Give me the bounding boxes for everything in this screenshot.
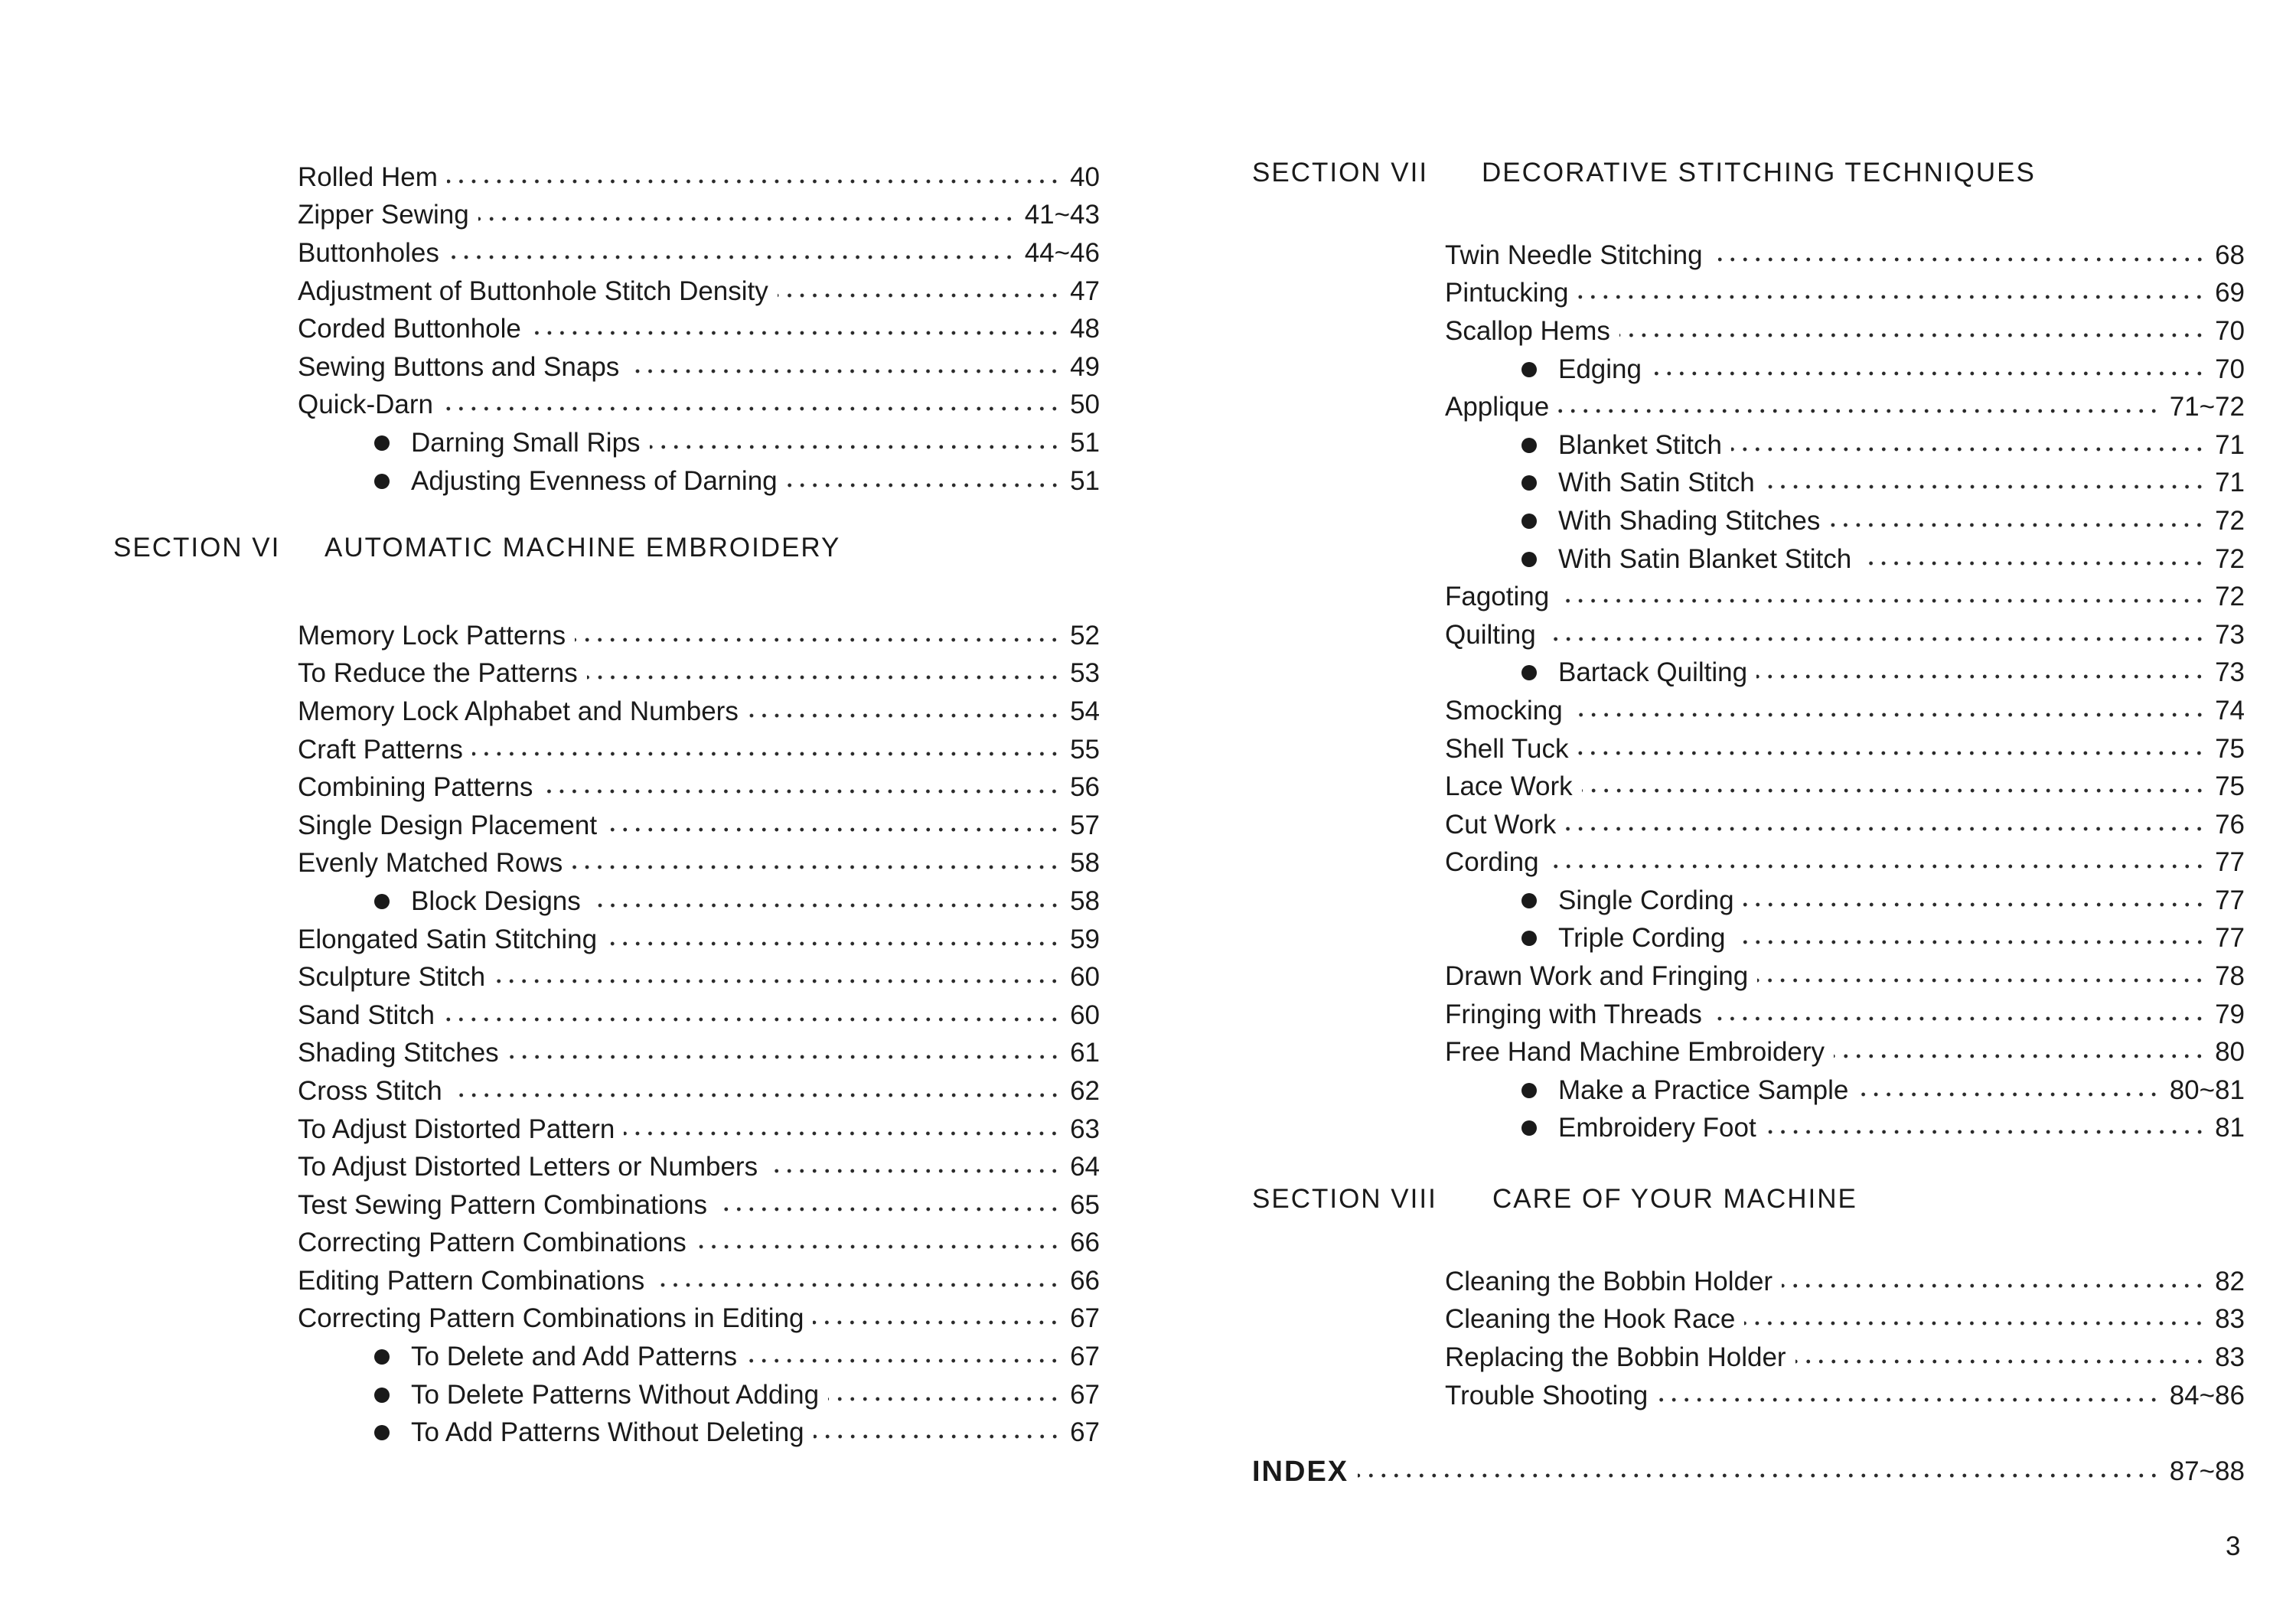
toc-entry-page: 82	[2215, 1266, 2245, 1296]
dot-leader	[1558, 598, 2206, 603]
toc-entry	[1445, 236, 2245, 275]
section-title: AUTOMATIC MACHINE EMBROIDERY	[325, 533, 841, 563]
section-viii-heading	[1252, 1184, 1857, 1215]
toc-entry-page: 51	[1070, 427, 1100, 458]
dot-leader	[1764, 484, 2206, 489]
toc-entry	[1445, 844, 2245, 882]
toc-entry-page: 75	[2215, 733, 2245, 764]
toc-entry	[1445, 616, 2245, 654]
toc-entry-page: 81	[2215, 1113, 2245, 1143]
toc-entry	[1445, 1033, 2245, 1071]
toc-entry-page: 72	[2215, 582, 2245, 612]
toc-entry-page: 63	[1070, 1114, 1100, 1144]
toc-entry-page: 66	[1070, 1228, 1100, 1258]
toc-entry-page: 64	[1070, 1152, 1100, 1182]
toc-entry-title: Darning Small Rips	[411, 427, 641, 458]
toc-entry-page: 67	[1070, 1417, 1100, 1448]
toc-entry-title-wrap	[1445, 847, 1539, 878]
toc-entry-page: 48	[1070, 314, 1100, 344]
section-label: SECTION VII	[1252, 158, 1429, 188]
dot-leader	[1861, 561, 2206, 566]
toc-entry-title: Cut Work	[1445, 809, 1557, 840]
toc-entry-title: Pintucking	[1445, 278, 1569, 308]
toc-entry-page: 80	[2215, 1037, 2245, 1068]
toc-entry-page: 77	[2215, 885, 2245, 915]
toc-entry	[1445, 578, 2245, 616]
toc-entry-title: Bartack Quilting	[1558, 657, 1748, 688]
toc-entry-title: Memory Lock Patterns	[298, 620, 566, 651]
toc-entry-title: Rolled Hem	[298, 161, 438, 192]
toc-entry-page: 71	[2215, 429, 2245, 460]
toc-entry-title: Edging	[1558, 354, 1642, 384]
toc-entry-title-wrap	[1445, 1381, 1648, 1411]
toc-entry-title: Test Sewing Pattern Combinations	[298, 1189, 707, 1220]
toc-entry-title: Editing Pattern Combinations	[298, 1265, 645, 1296]
dot-leader	[1829, 523, 2206, 527]
bullet-icon	[1521, 1120, 1537, 1136]
toc-entry-title-wrap	[1445, 354, 1642, 385]
bullet-icon	[1521, 665, 1537, 680]
toc-entry-title: Craft Patterns	[298, 734, 463, 765]
toc-entry-title: Single Design Placement	[298, 810, 598, 840]
toc-entry-page: 83	[2215, 1342, 2245, 1372]
section-label: SECTION VIII	[1252, 1184, 1437, 1214]
toc-entry-title: Correcting Pattern Combinations	[298, 1228, 687, 1258]
toc-entry-page: 68	[2215, 240, 2245, 270]
toc-entry-page: 65	[1070, 1189, 1100, 1220]
toc-entry	[1445, 426, 2245, 465]
toc-entry-title: Replacing the Bobbin Holder	[1445, 1342, 1786, 1372]
bullet-icon	[1521, 1083, 1537, 1098]
toc-entry-page: 56	[1070, 772, 1100, 803]
toc-entry-title-wrap	[1445, 885, 1734, 916]
toc-entry-title: Elongated Satin Stitching	[298, 924, 598, 954]
toc-entry-title-wrap	[1445, 657, 1747, 688]
dot-leader	[1582, 788, 2206, 793]
toc-list-section-viii	[1445, 1263, 2245, 1414]
toc-entry	[1445, 1301, 2245, 1339]
toc-entry	[1445, 388, 2245, 426]
toc-entry-title: Twin Needle Stitching	[1445, 240, 1703, 270]
toc-entry-title: Single Cording	[1558, 885, 1734, 915]
toc-entry-title: Buttonholes	[298, 237, 439, 268]
toc-entry-page: 72	[2215, 505, 2245, 536]
toc-entry-title-wrap	[1445, 923, 1726, 954]
toc-entry-page: 54	[1070, 696, 1100, 726]
toc-entry-page: 51	[1070, 465, 1100, 496]
toc-entry	[1445, 654, 2245, 693]
toc-entry-page: 61	[1070, 1038, 1100, 1068]
toc-entry-page: 41~43	[1024, 200, 1100, 230]
dot-leader	[1743, 902, 2206, 907]
toc-entry-title: Sand Stitch	[298, 1000, 435, 1030]
toc-entry-title: Correcting Pattern Combinations in Editing	[298, 1303, 804, 1334]
toc-entry-title: To Delete and Add Patterns	[411, 1342, 738, 1372]
toc-entry	[1445, 1339, 2245, 1377]
toc-entry-page: 72	[2215, 543, 2245, 574]
toc-entry-title: To Adjust Distorted Pattern	[298, 1114, 615, 1144]
toc-entry-page: 67	[1070, 1379, 1100, 1410]
toc-entry-title: Shell Tuck	[1445, 733, 1569, 764]
toc-entry-title: Trouble Shooting	[1445, 1380, 1649, 1410]
bullet-icon	[1521, 893, 1537, 908]
toc-entry	[1445, 1263, 2245, 1301]
toc-entry-page: 84~86	[2169, 1380, 2245, 1410]
toc-entry-title: Quilting	[1445, 619, 1536, 650]
toc-entry-title-wrap	[1445, 810, 1556, 840]
bullet-icon	[1521, 362, 1537, 377]
dot-leader	[1577, 295, 2206, 299]
bullet-icon	[1521, 438, 1537, 453]
index-title: INDEX	[1252, 1455, 1349, 1488]
bullet-icon	[1521, 931, 1537, 946]
toc-entry-title: Adjusting Evenness of Darning	[411, 465, 778, 496]
toc-entry-title: To Adjust Distorted Letters or Numbers	[298, 1152, 758, 1182]
toc-entry	[1445, 768, 2245, 806]
bullet-icon	[1521, 475, 1537, 491]
dot-leader	[1756, 674, 2206, 679]
toc-entry-title: With Satin Stitch	[1558, 468, 1755, 498]
toc-entry	[1445, 882, 2245, 920]
dot-leader	[1857, 1092, 2160, 1097]
toc-entry-title: Free Hand Machine Embroidery	[1445, 1037, 1825, 1068]
toc-entry-title: Memory Lock Alphabet and Numbers	[298, 696, 739, 726]
toc-entry	[1445, 275, 2245, 313]
toc-entry-page: 70	[2215, 354, 2245, 384]
dot-leader	[1834, 1054, 2206, 1058]
dot-leader	[1766, 1130, 2206, 1134]
toc-entry-page: 73	[2215, 657, 2245, 688]
toc-entry	[1445, 996, 2245, 1034]
toc-entry-title: To Reduce the Patterns	[298, 658, 578, 689]
toc-entry-title: Cross Stitch	[298, 1075, 442, 1106]
toc-entry-page: 78	[2215, 961, 2245, 992]
toc-entry-title: Fagoting	[1445, 582, 1550, 612]
toc-entry	[1445, 1110, 2245, 1148]
toc-entry	[1445, 312, 2245, 351]
toc-entry	[1445, 540, 2245, 579]
dot-leader	[1358, 1473, 2161, 1478]
toc-entry-page: 71~72	[2169, 392, 2245, 422]
toc-entry-page: 44~46	[1024, 237, 1100, 268]
toc-entry-title-wrap	[1445, 544, 1851, 575]
toc-entry	[1445, 502, 2245, 540]
toc-entry	[1445, 806, 2245, 844]
toc-entry-page: 58	[1070, 885, 1100, 916]
bullet-icon	[1521, 552, 1537, 567]
dot-leader	[1782, 1283, 2206, 1288]
dot-leader	[1735, 940, 2206, 944]
toc-entry-title-wrap	[1445, 240, 1703, 271]
section-label: SECTION VI	[113, 533, 281, 563]
toc-entry-page: 60	[1070, 962, 1100, 993]
toc-entry-title-wrap	[1445, 316, 1610, 347]
toc-entry-title: Blanket Stitch	[1558, 429, 1722, 460]
toc-entry-title: Cleaning the Hook Race	[1445, 1304, 1736, 1335]
toc-entry-page: 53	[1070, 658, 1100, 689]
section-vii-heading	[1252, 158, 2036, 188]
toc-entry-title-wrap	[1445, 392, 1549, 422]
dot-leader	[1731, 447, 2206, 452]
toc-entry	[1445, 465, 2245, 503]
toc-entry-page: 74	[2215, 695, 2245, 726]
toc-entry-title: Triple Cording	[1558, 923, 1726, 954]
toc-entry-page: 73	[2215, 619, 2245, 650]
toc-entry-title-wrap	[1445, 696, 1563, 726]
toc-entry-page: 66	[1070, 1265, 1100, 1296]
toc-entry-title: Smocking	[1445, 695, 1563, 726]
toc-entry-page: 62	[1070, 1075, 1100, 1106]
toc-entry-title: Cleaning the Bobbin Holder	[1445, 1266, 1773, 1296]
dot-leader	[1577, 751, 2206, 755]
toc-entry-page: 79	[2215, 999, 2245, 1029]
bullet-icon	[1521, 514, 1537, 529]
index-page: 87~88	[2169, 1456, 2245, 1486]
toc-entry-title: Lace Work	[1445, 771, 1573, 802]
toc-entry-title: Adjustment of Buttonhole Stitch Density	[298, 276, 768, 306]
dot-leader	[1795, 1359, 2206, 1364]
toc-entry-title-wrap	[1445, 961, 1748, 992]
page-number: 3	[2226, 1531, 2241, 1561]
toc-entry	[1445, 920, 2245, 958]
toc-entry	[1445, 957, 2245, 996]
toc-entry-page: 60	[1070, 1000, 1100, 1030]
toc-entry-title: Applique	[1445, 392, 1550, 422]
toc-entry-title: With Satin Blanket Stitch	[1558, 543, 1852, 574]
toc-entry-title-wrap	[1445, 771, 1573, 802]
toc-entry	[1445, 1071, 2245, 1110]
toc-entry-page: 80~81	[2169, 1075, 2245, 1105]
toc-entry-title-wrap	[1445, 1000, 1702, 1030]
toc-entry-title: Sculpture Stitch	[298, 962, 486, 993]
toc-entry-title: Corded Buttonhole	[298, 314, 521, 344]
dot-leader	[1572, 713, 2206, 717]
toc-entry-title: Quick-Darn	[298, 390, 433, 420]
toc-entry-title: Cording	[1445, 847, 1539, 878]
toc-entry-page: 71	[2215, 468, 2245, 498]
toc-entry-title: Shading Stitches	[298, 1038, 499, 1068]
toc-entry-title-wrap	[1445, 1342, 1786, 1373]
dot-leader	[1657, 1397, 2160, 1402]
toc-entry-page: 40	[1070, 161, 1100, 192]
dot-leader	[1558, 409, 2160, 413]
dot-leader	[1619, 333, 2206, 338]
toc-entry-title: Drawn Work and Fringing	[1445, 961, 1749, 992]
toc-entry-title: Embroidery Foot	[1558, 1113, 1756, 1143]
dot-leader	[1711, 1016, 2206, 1021]
toc-entry-page: 75	[2215, 771, 2245, 802]
toc-entry-title: Fringing with Threads	[1445, 999, 1702, 1029]
toc-entry-title: Block Designs	[411, 885, 581, 916]
dot-leader	[1651, 371, 2206, 376]
toc-entry	[1445, 692, 2245, 730]
toc-entry-title-wrap	[1445, 278, 1568, 308]
toc-entry-page: 55	[1070, 734, 1100, 765]
toc-entry-title-wrap	[1445, 1304, 1735, 1335]
toc-entry	[1445, 730, 2245, 768]
toc-entry-title-wrap	[1445, 734, 1568, 765]
toc-entry-title: Combining Patterns	[298, 772, 533, 803]
toc-entry-title-wrap	[1445, 620, 1536, 651]
dot-leader	[1548, 864, 2206, 869]
dot-leader	[1744, 1321, 2206, 1326]
toc-entry-title: With Shading Stitches	[1558, 505, 1821, 536]
toc-entry-title-wrap	[1445, 1037, 1825, 1068]
section-title: CARE OF YOUR MACHINE	[1492, 1184, 1857, 1214]
toc-entry-page: 83	[2215, 1304, 2245, 1335]
toc-entry-page: 58	[1070, 848, 1100, 879]
toc-entry-title-wrap	[1445, 430, 1722, 461]
toc-entry-page: 52	[1070, 620, 1100, 651]
toc-entry-title: Scallop Hems	[1445, 315, 1610, 346]
dot-leader	[1712, 257, 2206, 262]
toc-entry	[1445, 351, 2245, 389]
toc-entry-title: Sewing Buttons and Snaps	[298, 351, 620, 382]
toc-entry-title-wrap	[1445, 506, 1820, 536]
toc-list-section-vii	[1445, 236, 2245, 1147]
toc-entry	[1445, 1377, 2245, 1415]
toc-entry-title-wrap	[1445, 1075, 1848, 1106]
toc-entry-title-wrap	[1445, 1113, 1756, 1143]
toc-entry-page: 47	[1070, 276, 1100, 306]
dot-leader	[1757, 978, 2206, 983]
toc-entry-title-wrap	[1445, 1267, 1773, 1297]
toc-entry-title-wrap	[1445, 582, 1549, 612]
toc-entry-title: Make a Practice Sample	[1558, 1075, 1849, 1105]
toc-entry-page: 77	[2215, 847, 2245, 878]
toc-entry-page: 76	[2215, 809, 2245, 840]
toc-entry-page: 67	[1070, 1303, 1100, 1334]
toc-entry-page: 69	[2215, 278, 2245, 308]
toc-entry-page: 49	[1070, 351, 1100, 382]
toc-entry-page: 50	[1070, 390, 1100, 420]
dot-leader	[1545, 637, 2206, 641]
index-entry	[1252, 1451, 2245, 1492]
toc-entry-title: To Add Patterns Without Deleting	[411, 1417, 804, 1448]
toc-entry-title: Zipper Sewing	[298, 200, 469, 230]
toc-entry-page: 70	[2215, 315, 2245, 346]
toc-entry-title: Evenly Matched Rows	[298, 848, 563, 879]
toc-entry-title-wrap	[1445, 468, 1755, 498]
section-title: DECORATIVE STITCHING TECHNIQUES	[1482, 158, 2036, 188]
toc-entry-title: To Delete Patterns Without Adding	[411, 1379, 820, 1410]
dot-leader	[1565, 827, 2206, 831]
toc-entry-page: 59	[1070, 924, 1100, 954]
toc-entry-page: 57	[1070, 810, 1100, 840]
toc-entry-page: 77	[2215, 923, 2245, 954]
toc-entry-page: 67	[1070, 1342, 1100, 1372]
